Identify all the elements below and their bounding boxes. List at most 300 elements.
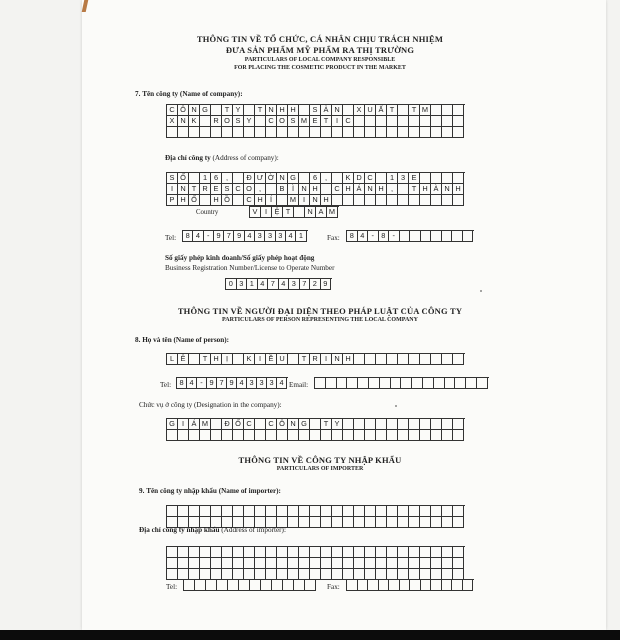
char-box[interactable] [211,105,222,116]
char-box[interactable] [288,558,299,569]
char-box[interactable] [321,506,332,517]
char-box[interactable]: 9 [234,231,244,242]
char-box[interactable]: M [288,195,299,206]
char-box[interactable]: 3 [247,378,257,389]
char-box[interactable] [409,430,420,441]
char-box[interactable]: 6 [310,173,321,184]
char-box[interactable] [200,127,211,138]
char-box[interactable]: H [277,105,288,116]
char-box[interactable] [299,105,310,116]
char-box[interactable] [365,127,376,138]
char-box[interactable] [354,517,365,528]
char-box[interactable] [423,378,434,389]
char-box[interactable] [420,173,431,184]
char-box[interactable] [233,173,244,184]
char-box[interactable]: H [211,354,222,365]
char-box[interactable] [195,580,206,591]
char-box[interactable] [347,580,358,591]
char-box[interactable] [442,116,453,127]
char-box[interactable] [255,116,266,127]
char-box[interactable] [294,580,305,591]
char-box[interactable] [233,127,244,138]
char-box[interactable] [442,419,453,430]
char-box[interactable] [412,378,423,389]
char-box[interactable] [442,354,453,365]
char-box[interactable]: Á [189,419,200,430]
char-box[interactable] [376,506,387,517]
char-box[interactable] [398,419,409,430]
char-box[interactable]: M [299,116,310,127]
char-box[interactable] [255,547,266,558]
char-box[interactable]: I [299,195,310,206]
rep-tel-boxes[interactable] [176,377,288,389]
char-box[interactable] [442,231,453,242]
char-box[interactable]: 9 [207,378,217,389]
char-box[interactable] [463,231,474,242]
char-box[interactable] [178,547,189,558]
char-box[interactable]: S [288,116,299,127]
char-box[interactable]: 3 [267,378,277,389]
char-box[interactable]: H [178,195,189,206]
char-box[interactable]: H [343,184,354,195]
char-box[interactable]: T [283,207,294,218]
char-box[interactable] [453,506,464,517]
char-box[interactable] [266,127,277,138]
char-box[interactable]: 9 [321,279,332,290]
char-box[interactable] [294,207,305,218]
char-box[interactable] [354,419,365,430]
char-box[interactable]: H [321,195,332,206]
char-box[interactable] [376,354,387,365]
char-box[interactable] [387,195,398,206]
char-box[interactable] [200,506,211,517]
country-boxes[interactable] [249,206,339,218]
char-box[interactable] [354,558,365,569]
char-box[interactable] [211,506,222,517]
char-box[interactable]: N [266,105,277,116]
char-box[interactable] [310,506,321,517]
char-box[interactable]: Ồ [222,195,233,206]
char-box[interactable] [200,430,211,441]
char-box[interactable]: I [261,207,272,218]
char-box[interactable] [453,127,464,138]
char-box[interactable] [379,580,390,591]
char-box[interactable] [453,430,464,441]
char-box[interactable] [376,547,387,558]
char-box[interactable]: V [250,207,261,218]
char-box[interactable] [167,506,178,517]
char-box[interactable] [409,116,420,127]
char-box[interactable] [431,173,442,184]
char-box[interactable] [387,116,398,127]
char-box[interactable] [365,558,376,569]
char-box[interactable] [233,506,244,517]
char-box[interactable] [332,558,343,569]
char-box[interactable] [310,517,321,528]
char-box[interactable] [420,558,431,569]
char-box[interactable] [442,558,453,569]
char-box[interactable] [299,547,310,558]
char-box[interactable] [266,558,277,569]
char-box[interactable]: T [321,419,332,430]
char-box[interactable] [376,173,387,184]
char-box[interactable]: C [233,184,244,195]
char-box[interactable] [277,127,288,138]
char-box[interactable]: Ư [255,173,266,184]
char-box[interactable] [233,430,244,441]
char-box[interactable]: C [244,419,255,430]
char-box[interactable] [189,127,200,138]
char-box[interactable] [321,184,332,195]
char-box[interactable] [376,517,387,528]
char-box[interactable] [288,430,299,441]
char-box[interactable]: 3 [398,173,409,184]
char-box[interactable]: Í [266,195,277,206]
char-box[interactable] [431,419,442,430]
char-box[interactable] [387,419,398,430]
char-box[interactable] [453,195,464,206]
char-box[interactable]: - [389,231,400,242]
char-box[interactable] [299,517,310,528]
char-box[interactable] [354,354,365,365]
char-box[interactable] [477,378,488,389]
char-box[interactable] [250,580,261,591]
char-box[interactable] [398,195,409,206]
char-box[interactable]: N [299,184,310,195]
char-box[interactable] [178,506,189,517]
char-box[interactable] [453,173,464,184]
char-box[interactable] [409,506,420,517]
char-box[interactable] [217,580,228,591]
char-box[interactable]: G [288,173,299,184]
char-box[interactable] [431,127,442,138]
char-box[interactable]: Ê [178,354,189,365]
char-box[interactable] [453,105,464,116]
char-box[interactable] [431,195,442,206]
char-box[interactable] [420,195,431,206]
char-box[interactable] [442,105,453,116]
char-box[interactable]: B [277,184,288,195]
char-box[interactable]: N [310,195,321,206]
char-box[interactable] [332,173,343,184]
char-box[interactable] [255,419,266,430]
char-box[interactable]: P [167,195,178,206]
char-box[interactable] [442,517,453,528]
char-box[interactable] [206,580,217,591]
char-box[interactable] [380,378,391,389]
char-box[interactable]: H [343,354,354,365]
char-box[interactable]: Ì [288,184,299,195]
char-box[interactable]: T [321,116,332,127]
char-box[interactable] [277,195,288,206]
char-box[interactable] [299,430,310,441]
char-box[interactable]: K [189,116,200,127]
char-box[interactable] [398,116,409,127]
char-box[interactable]: T [387,105,398,116]
char-box[interactable]: Ấ [376,105,387,116]
char-box[interactable] [431,430,442,441]
char-box[interactable] [420,354,431,365]
char-box[interactable]: M [420,105,431,116]
char-box[interactable]: M [327,207,338,218]
char-box[interactable]: 3 [289,279,300,290]
char-box[interactable]: X [167,116,178,127]
char-box[interactable] [420,430,431,441]
char-box[interactable]: T [409,105,420,116]
char-box[interactable] [365,195,376,206]
char-box[interactable]: H [376,184,387,195]
company-fax-boxes[interactable] [346,230,474,242]
char-box[interactable]: E [409,173,420,184]
char-box[interactable] [420,547,431,558]
char-box[interactable] [211,547,222,558]
char-box[interactable] [244,558,255,569]
char-box[interactable] [299,173,310,184]
char-box[interactable] [211,127,222,138]
char-box[interactable] [409,354,420,365]
char-box[interactable] [200,195,211,206]
char-box[interactable] [421,231,432,242]
char-box[interactable] [410,231,421,242]
char-box[interactable]: Ề [266,354,277,365]
char-box[interactable] [365,430,376,441]
importer-fax-boxes[interactable] [346,579,474,591]
char-box[interactable]: 4 [237,378,247,389]
char-box[interactable] [167,127,178,138]
char-box[interactable]: H [420,184,431,195]
char-box[interactable] [343,430,354,441]
char-box[interactable] [431,547,442,558]
char-box[interactable]: Ô [178,105,189,116]
char-box[interactable]: N [442,184,453,195]
char-box[interactable] [398,184,409,195]
char-box[interactable] [310,127,321,138]
char-box[interactable] [431,506,442,517]
char-box[interactable]: H [310,184,321,195]
char-box[interactable] [343,105,354,116]
char-box[interactable]: N [178,116,189,127]
char-box[interactable] [244,506,255,517]
char-box[interactable]: N [178,184,189,195]
char-box[interactable]: G [299,419,310,430]
char-box[interactable] [299,506,310,517]
char-box[interactable] [376,116,387,127]
char-box[interactable] [431,580,442,591]
char-box[interactable] [178,430,189,441]
char-box[interactable] [321,558,332,569]
char-box[interactable]: 3 [257,378,267,389]
char-box[interactable] [442,430,453,441]
char-box[interactable] [255,558,266,569]
char-box[interactable] [452,580,463,591]
char-box[interactable] [398,558,409,569]
char-box[interactable]: C [244,195,255,206]
char-box[interactable] [277,547,288,558]
char-box[interactable]: H [255,195,266,206]
char-box[interactable]: Á [354,184,365,195]
char-box[interactable] [321,569,332,580]
char-box[interactable] [321,547,332,558]
char-box[interactable] [358,580,369,591]
char-box[interactable]: I [178,419,189,430]
char-box[interactable]: R [200,184,211,195]
char-box[interactable]: 8 [347,231,358,242]
char-box[interactable] [358,378,369,389]
char-box[interactable] [222,506,233,517]
char-box[interactable] [453,419,464,430]
char-box[interactable] [398,517,409,528]
char-box[interactable]: T [200,354,211,365]
char-box[interactable] [277,506,288,517]
char-box[interactable] [453,547,464,558]
char-box[interactable]: I [255,354,266,365]
char-box[interactable]: T [409,184,420,195]
char-box[interactable] [189,547,200,558]
char-box[interactable]: D [354,173,365,184]
char-box[interactable] [211,430,222,441]
company-name-boxes[interactable] [166,104,465,138]
char-box[interactable] [442,127,453,138]
char-box[interactable] [167,430,178,441]
char-box[interactable] [453,517,464,528]
char-box[interactable]: O [277,116,288,127]
char-box[interactable]: 7 [224,231,234,242]
char-box[interactable] [244,430,255,441]
char-box[interactable]: 4 [245,231,255,242]
char-box[interactable] [442,173,453,184]
char-box[interactable] [421,580,432,591]
char-box[interactable] [354,547,365,558]
char-box[interactable]: 9 [214,231,224,242]
char-box[interactable] [409,517,420,528]
char-box[interactable] [233,354,244,365]
char-box[interactable]: 7 [217,378,227,389]
char-box[interactable] [244,547,255,558]
char-box[interactable] [400,231,411,242]
char-box[interactable]: S [310,105,321,116]
rep-email-boxes[interactable] [314,377,489,389]
char-box[interactable]: G [200,105,211,116]
char-box[interactable] [228,580,239,591]
char-box[interactable] [255,127,266,138]
char-box[interactable] [343,547,354,558]
char-box[interactable] [391,378,402,389]
char-box[interactable] [376,419,387,430]
char-box[interactable] [420,127,431,138]
char-box[interactable] [442,547,453,558]
char-box[interactable]: 4 [187,378,197,389]
char-box[interactable]: Ị [222,354,233,365]
char-box[interactable]: N [365,184,376,195]
char-box[interactable] [442,580,453,591]
char-box[interactable] [288,517,299,528]
char-box[interactable] [310,419,321,430]
char-box[interactable] [189,506,200,517]
char-box[interactable]: Ờ [266,173,277,184]
char-box[interactable]: Y [233,105,244,116]
char-box[interactable] [337,378,348,389]
char-box[interactable]: - [204,231,214,242]
char-box[interactable] [332,195,343,206]
char-box[interactable]: E [211,184,222,195]
char-box[interactable]: N [277,173,288,184]
char-box[interactable]: 1 [200,173,211,184]
char-box[interactable] [283,580,294,591]
char-box[interactable]: 8 [183,231,193,242]
char-box[interactable] [332,127,343,138]
char-box[interactable]: - [197,378,207,389]
char-box[interactable]: 3 [237,279,248,290]
char-box[interactable]: 3 [276,231,286,242]
char-box[interactable] [376,558,387,569]
char-box[interactable]: 7 [300,279,311,290]
char-box[interactable]: Đ [244,173,255,184]
char-box[interactable]: M [200,419,211,430]
char-box[interactable] [387,506,398,517]
char-box[interactable]: , [321,173,332,184]
char-box[interactable]: S [233,116,244,127]
char-box[interactable] [167,547,178,558]
char-box[interactable]: O [222,116,233,127]
char-box[interactable]: L [167,354,178,365]
char-box[interactable] [376,430,387,441]
char-box[interactable] [266,506,277,517]
char-box[interactable] [288,354,299,365]
char-box[interactable] [321,430,332,441]
char-box[interactable] [244,105,255,116]
char-box[interactable] [409,127,420,138]
char-box[interactable] [343,517,354,528]
char-box[interactable]: 8 [177,378,187,389]
char-box[interactable] [434,378,445,389]
char-box[interactable] [431,105,442,116]
char-box[interactable] [354,506,365,517]
char-box[interactable] [255,506,266,517]
char-box[interactable] [354,116,365,127]
char-box[interactable]: T [255,105,266,116]
char-box[interactable] [387,354,398,365]
char-box[interactable]: I [167,184,178,195]
char-box[interactable] [463,580,474,591]
char-box[interactable] [343,558,354,569]
char-box[interactable]: C [266,419,277,430]
char-box[interactable] [409,419,420,430]
char-box[interactable] [400,580,411,591]
char-box[interactable] [354,127,365,138]
char-box[interactable]: 3 [265,231,275,242]
char-box[interactable]: 1 [247,279,258,290]
license-boxes[interactable] [225,278,332,290]
char-box[interactable] [365,506,376,517]
char-box[interactable] [354,430,365,441]
char-box[interactable]: S [222,184,233,195]
char-box[interactable] [255,430,266,441]
char-box[interactable] [332,430,343,441]
char-box[interactable] [310,547,321,558]
char-box[interactable]: Ố [189,195,200,206]
char-box[interactable] [222,430,233,441]
char-box[interactable] [387,558,398,569]
company-tel-boxes[interactable] [182,230,308,242]
char-box[interactable] [387,547,398,558]
char-box[interactable] [332,517,343,528]
char-box[interactable] [420,116,431,127]
char-box[interactable]: T [189,184,200,195]
char-box[interactable] [167,558,178,569]
char-box[interactable] [365,116,376,127]
char-box[interactable]: Y [244,116,255,127]
char-box[interactable]: 4 [279,279,290,290]
